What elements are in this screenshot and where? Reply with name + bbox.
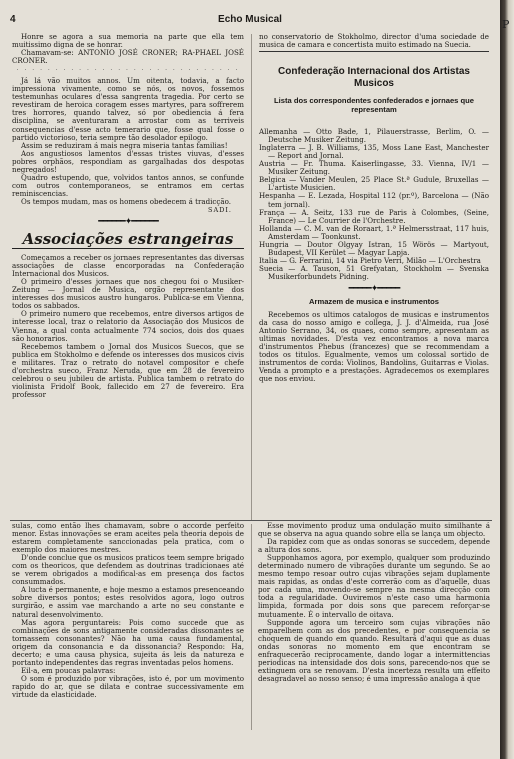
paragraph: O primeiro numero que recebemos, entre diversos artigos de interesse local, traz o relatorio da Associação dos Musicos de Vienna, a qual conta actualmente 774 socios, dois dos quaes são honorarios. [12, 309, 244, 343]
paragraph: Mas agora perguntareis: Pois como succede que as combinações de sons antigamente consideradas dissonantes se tornassem consonantes? Não ha uma causa fundamental, origem da consonancia e da dissonancia? Respondo: Ha, decerto; e uma causa physica, sujeita ás leis da natureza e portanto independentes das regras inventadas pelos homens. [12, 617, 244, 667]
ornament-divider: ━━━━━━✦━━━━━━ [98, 217, 158, 228]
paragraph: no conservatorio de Stokholmo, director d'uma sociedade de musica de camara e concertista muito estimado na Suecia. [259, 32, 489, 50]
correspondents-list [259, 128, 489, 281]
list-item: Belgica — Vander Meulen, 25 Place St.ª Gudule, Bruxellas — L'artiste Musicien. [259, 175, 489, 193]
section-title: Associações estrangeiras [12, 230, 244, 249]
bottom-left-column [12, 522, 244, 699]
bottom-right-column [258, 522, 490, 683]
list-item: França — A. Seitz, 133 rue de Paris à Colombes, (Seine, France) — Le Courrier de l'Orchestre. [259, 207, 489, 225]
paragraph: Quadro estupendo, que, volvidos tantos annos, se confunde com outros contemporaneos, se entramos em certas reminiscencias. [12, 172, 244, 198]
page-header [10, 14, 490, 28]
dotted-separator: · · · · · · · · · · · · · · · · · · · · · · · · · · · · · [16, 67, 240, 75]
list-item: Inglaterra — J. B. Williams, 135, Moss Lane East, Manchester — Report and Jornal. [259, 143, 489, 161]
paragraph: Da rapidez com que as ondas sonoras se succedem, depende a altura dos sons. [258, 537, 490, 555]
list-item: Italia — G. Ferrarini, 14 via Pietro Verri, Milão — L'Orchestra [259, 255, 481, 265]
confederation-title: Confederação Internacional dos Artistas Musicos [278, 66, 470, 90]
column-divider [251, 34, 252, 520]
binding-spine [500, 0, 514, 759]
paragraph: A lucta é permanente, e hoje mesmo a estamos presenceando sobre diversos pontos; estes resolvidos agora, logo outros surgirão, e assim vae marchando a arte no seu constante e natural desenvolvimento. [12, 585, 244, 619]
page-number: 4 [10, 14, 16, 25]
paragraph: Começamos a receber os jornaes representantes das diversas associações de classe encorporadas na Confederação Internacional dos Musicos. [12, 253, 244, 279]
paragraph: Supponhamos agora, por exemplo, qualquer som produzindo determinado numero de vibrações durante um segundo. Se ao mesmo tempo resoar outro cujas vibrações sejam duplamente mais rapidas, as ondas d'este correrão com as d'aquelle, duas por cada uma, movendo-se sempre na mesma direcção com toda a regularidade. Ouviremos n'este caso uma harmonia limpida, formada por dois sons que parecem reforçar-se mutuamente. É o intervallo de oitava. [258, 553, 490, 619]
list-item: Hollanda — C. M. van de Roraart, 1.ª Helmersstraat, 117 huis, Amsterdam — Toonkunst. [259, 223, 489, 241]
signature: SADI. [208, 205, 232, 214]
paragraph: O som é produzido por vibrações, isto é, por um movimento rapido do ar, que se dilata e contrae successivamente em virtude da elasticidade. [12, 673, 244, 699]
list-item: Suecia — A. Tauson, 51 Grefyatan, Stockholm — Svenska Musikerforbundets Pidning. [259, 263, 489, 281]
paragraph: Supponde agora um terceiro som cujas vibrações não emparelhem com as dos precedentes, e por consequencia se choquem de quando em quando. Resultará d'aqui que as duas ondas sonoras no momento em que encontram se enfraquecerão reciprocamente, dando logar a intermittencias periodicas na intensidade dos dois sons, parecendo-nos que se extinguem ora se renovam. D'esta incerteza resulta um effeito desagradavel ao nosso senso; é uma impressão analoga á que [258, 617, 490, 683]
rule [259, 51, 489, 52]
list-item: Hungria — Doutor Olgyay Istran, 15 Wörös — Martyout, Budapest, VII Kerület — Magyar Lapja. [259, 239, 489, 257]
paragraph: Chamavam-se: ANTONIO JOSÉ CRONER; RA-PHAEL JOSÉ CRONER. [12, 48, 244, 66]
paragraph: Recebemos os ultimos catalogos de musicas e instrumentos da casa do nosso amigo e collega, J. J. d'Almeida, rua José Antonio Serrano, 34, os quaes, como sempre, apresentam as ultimas novidades. D'esta vez encontramos a nova marca d'instrumentos Phebus (francezes) que se recommendam a todos os titulos. Egualmente, vemos um colossal sortido de instrumentos de corda: Violinos, Bandolins, Guitarras e Violas. Venda a prompto e a prestações. Agradecemos os exemplares que nos enviou. [259, 310, 489, 384]
paragraph: Aos angustiosos lamentos d'essas tristes viuvas, d'esses pobres orphãos, respondiam as gargalhadas dos despotas negregados! [12, 148, 244, 174]
spine-letter: P [502, 18, 510, 31]
page-title: Echo Musical [218, 14, 282, 25]
list-item: Allemanha — Otto Bade, 1, Pilauerstrasse, Berlim, O. — Deutsche Musiker Zeitung. [259, 127, 489, 145]
paragraph: sulas, como então lhes chamavam, sobre o accorde perfeito menor. Estas innovações se eram aceites pela theoria depois de estarem completamente sanccionadas pela pratica, com o exemplo dos maiores mestres. [12, 521, 244, 555]
list-item: Hespanha — E. Lezada, Hospital 112 (pr.º), Barcelona — (Não tem jornal). [259, 191, 489, 209]
bottom-section [12, 522, 490, 732]
paragraph: O primeiro d'esses jornaes que nos chegou foi o Musiker-Zeitung — Jornal de Musica, orgão representante dos interesses dos musicos austro hungaros. Publica-se em Vienna, todos os sabbados. [12, 277, 244, 311]
paragraph: Já lá vão muitos annos. Um oitenta, todavia, a facto impressiona vivamente, como se nós, os novos, fossemos testemunhas oculares d'essa sangrenta tragedia. Por certo se revestiram de heroica coragem esses martyres, para soffrerem tres horrores, quando talvez, só por obediencia á fera disciplina, se aventuraram a arrostar com as terriveis consequencias d'esse acto temerario que, fosse qual fosse o partido victorioso, teria sempre tão desolador epilogo. [12, 76, 244, 142]
paragraph: Assim se reduziram á mais negra miseria tantas familias! [21, 140, 228, 150]
paragraph: D'onde conclue que os musicos praticos teem sempre brigado com os theoricos, que defendem as doutrinas tradicionaes até se verem obrigados a modifical-as em presença dos factos consummados. [12, 553, 244, 587]
confederation-subtitle: Lista dos correspondentes confederados e jornaes que representam [273, 96, 475, 115]
left-column [12, 33, 244, 521]
paragraph: Esse movimento produz uma ondulação muito similhante á que se observa na agua quando sobre ella se lança um objecto. [258, 521, 490, 539]
paragraph: Recebemos tambem o Jornal dos Musicos Suecos, que se publica em Stokholmo e defende os interesses dos musicos civis e militares. Traz o retrato do notavel compositor e chefe d'orchestra sueco, Franz Neruda, que em 28 de fevereiro celebrou o seu jubileu de artista. Publica tambem o retrato do violinista Fridolf Book, fallecido em 27 de fevereiro. Era professor [12, 341, 244, 399]
armazem-title: Armazem de musica e instrumentos [309, 297, 439, 307]
ornament-divider: ━━━━━✦━━━━━ [348, 283, 400, 294]
paragraph: Eil-a, em poucas palavras: [21, 665, 116, 675]
paragraph: Os tempos mudam, mas os homens obedecem á tradicção. [21, 196, 231, 206]
list-item: Austria — Fr. Thuma. Kaiserlingasse, 33. Vienna, IV/1 — Musiker Zeitung. [259, 159, 489, 177]
paragraph: Honre se agora a sua memoria na parte que ella tem muitissimo digna de se honrar. [12, 32, 244, 50]
right-column [259, 33, 489, 521]
